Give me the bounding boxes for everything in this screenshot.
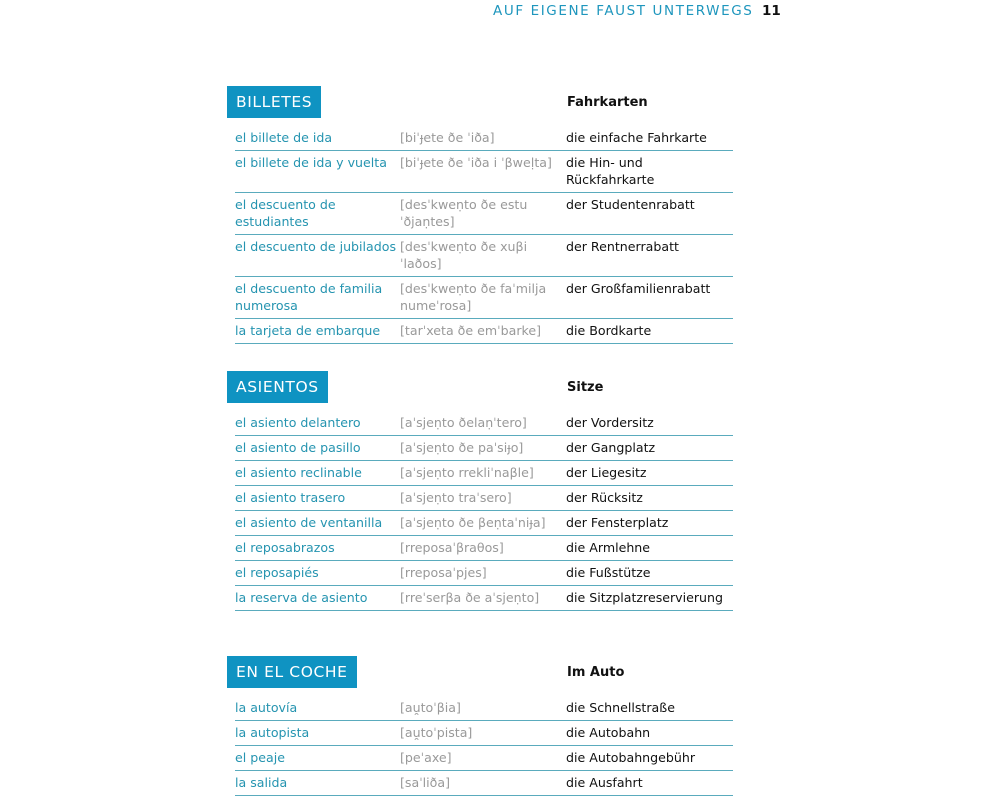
section-title-de: Sitze xyxy=(567,380,604,395)
phonetic-transcription: [peˈaxe] xyxy=(400,750,452,765)
phonetic-transcription: [au̯toˈβia] xyxy=(400,700,461,715)
phonetic-transcription: [aˈsjeṇto traˈsero] xyxy=(400,490,512,505)
spanish-term: el asiento de ventanilla xyxy=(235,515,383,530)
vocab-row xyxy=(235,536,733,561)
german-translation: der Vordersitz xyxy=(566,415,654,430)
german-translation: die Fußstütze xyxy=(566,565,651,580)
spanish-term: la reserva de asiento xyxy=(235,590,368,605)
vocab-row xyxy=(235,277,733,319)
german-translation: die Hin- und Rückfahrkarte xyxy=(566,155,655,187)
spanish-term: el billete de ida xyxy=(235,130,333,145)
section-title-de: Fahrkarten xyxy=(567,95,648,110)
vocab-row xyxy=(235,771,733,796)
spanish-term: el asiento delantero xyxy=(235,415,361,430)
vocab-section xyxy=(227,656,733,796)
vocab-row xyxy=(235,319,733,344)
vocab-row xyxy=(235,746,733,771)
vocab-row xyxy=(235,511,733,536)
spanish-term: el reposapiés xyxy=(235,565,319,580)
vocab-section xyxy=(227,86,733,344)
spanish-term: la tarjeta de embarque xyxy=(235,323,381,338)
phonetic-transcription: [saˈliða] xyxy=(400,775,450,790)
spanish-term: la autopista xyxy=(235,725,310,740)
phonetic-transcription: [au̯toˈpista] xyxy=(400,725,473,740)
phonetic-transcription: [rreposaˈpjes] xyxy=(400,565,487,580)
spanish-term: el billete de ida y vuelta xyxy=(235,155,387,170)
vocab-row xyxy=(235,486,733,511)
phonetic-transcription: [biˈɟete ðe ˈiða] xyxy=(400,130,495,145)
german-translation: die Armlehne xyxy=(566,540,651,555)
spanish-term: el asiento de pasillo xyxy=(235,440,361,455)
vocab-row xyxy=(235,696,733,721)
german-translation: der Liegesitz xyxy=(566,465,647,480)
german-translation: der Fensterplatz xyxy=(566,515,669,530)
spanish-term: el asiento trasero xyxy=(235,490,346,505)
vocab-row xyxy=(235,461,733,486)
vocab-row xyxy=(235,721,733,746)
section-title-es: ASIENTOS xyxy=(227,371,328,403)
german-translation: die Ausfahrt xyxy=(566,775,643,790)
vocab-row xyxy=(235,411,733,436)
phonetic-transcription: [aˈsjeṇto rrekliˈnaβle] xyxy=(400,465,534,480)
german-translation: die Autobahn xyxy=(566,725,651,740)
phonetic-transcription: [desˈkweṇto ðe xuβiˈlaðos] xyxy=(400,239,528,271)
phonetic-transcription: [aˈsjeṇto ðelaṇˈtero] xyxy=(400,415,527,430)
phonetic-transcription: [tarˈxeta ðe emˈbarke] xyxy=(400,323,542,338)
section-title-de: Im Auto xyxy=(567,665,625,680)
vocab-section xyxy=(227,371,733,611)
phonetic-transcription: [desˈkweṇto ðe faˈmilja numeˈrosa] xyxy=(400,281,547,313)
page-number: 11 xyxy=(762,3,781,19)
vocab-row xyxy=(235,235,733,277)
spanish-term: el asiento reclinable xyxy=(235,465,362,480)
spanish-term: el reposabrazos xyxy=(235,540,335,555)
vocab-row xyxy=(235,126,733,151)
german-translation: die Bordkarte xyxy=(566,323,652,338)
vocab-row xyxy=(235,193,733,235)
vocab-row xyxy=(235,586,733,611)
spanish-term: el descuento de familia numerosa xyxy=(235,281,383,313)
section-header xyxy=(227,86,733,118)
section-header xyxy=(227,371,733,403)
german-translation: der Gangplatz xyxy=(566,440,656,455)
german-translation: die einfache Fahrkarte xyxy=(566,130,707,145)
german-translation: der Studentenrabatt xyxy=(566,197,695,212)
german-translation: die Autobahngebühr xyxy=(566,750,696,765)
spanish-term: el descuento de estudiantes xyxy=(235,197,336,229)
phonetic-transcription: [rreposaˈβraθos] xyxy=(400,540,504,555)
phonetic-transcription: [aˈsjeṇto ðe paˈsiɟo] xyxy=(400,440,524,455)
german-translation: der Rentnerrabatt xyxy=(566,239,679,254)
spanish-term: la autovía xyxy=(235,700,298,715)
vocab-row xyxy=(235,561,733,586)
vocab-row xyxy=(235,436,733,461)
phonetic-transcription: [aˈsjeṇto ðe βeṇtaˈniɟa] xyxy=(400,515,546,530)
german-translation: der Rücksitz xyxy=(566,490,643,505)
phonetic-transcription: [rreˈserβa ðe aˈsjeṇto] xyxy=(400,590,540,605)
phonetic-transcription: [biˈɟete ðe ˈiða i ˈβweḷta] xyxy=(400,155,552,170)
spanish-term: la salida xyxy=(235,775,288,790)
german-translation: die Sitzplatzreservierung xyxy=(566,590,724,605)
spanish-term: el descuento de jubilados xyxy=(235,239,397,254)
running-header: AUF EIGENE FAUST UNTERWEGS xyxy=(493,3,754,19)
phonetic-transcription: [desˈkweṇto ðe estuˈðjaṇtes] xyxy=(400,197,528,229)
section-title-es: BILLETES xyxy=(227,86,321,118)
vocab-row xyxy=(235,151,733,193)
section-header xyxy=(227,656,733,688)
german-translation: der Großfamilienrabatt xyxy=(566,281,711,296)
spanish-term: el peaje xyxy=(235,750,285,765)
section-title-es: EN EL COCHE xyxy=(227,656,357,688)
german-translation: die Schnellstraße xyxy=(566,700,675,715)
